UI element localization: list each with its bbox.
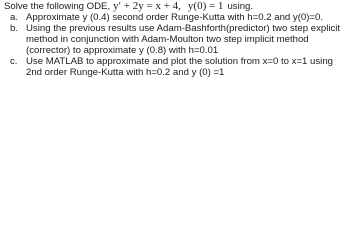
intro-lead: Solve the following ODE, xyxy=(4,1,111,12)
task-item-c xyxy=(4,56,350,78)
task-b-line-3: (corrector) to approximate y (0.8) with h=0.01 xyxy=(26,45,219,56)
task-marker-b: b. xyxy=(10,23,19,34)
task-marker-c: c. xyxy=(10,56,18,67)
problem-statement xyxy=(0,0,350,90)
task-c-line-1: Use MATLAB to approximate and plot the solution from x=0 to x=1 using xyxy=(26,56,333,67)
task-marker-a: a. xyxy=(10,12,19,23)
task-b-line-1: Using the previous results use Adam-Bashforth(predictor) two step explicit xyxy=(26,23,341,34)
task-c-line-2: 2nd order Runge-Kutta with h=0.2 and y (0) =1 xyxy=(26,67,225,78)
problem-intro xyxy=(4,1,350,12)
task-a-line-1: Approximate y (0.4) second order Runge-Kutta with h=0.2 and y(0)=0. xyxy=(26,12,324,23)
ode-equation xyxy=(113,0,223,12)
initial-condition: y(0) = 1 xyxy=(187,0,224,12)
ode-expression: y′ + 2y = x + 4, xyxy=(113,0,181,12)
task-item-a xyxy=(4,12,350,23)
task-b-line-2: method in conjunction with Adam-Moulton two step implicit method xyxy=(26,34,309,45)
task-list xyxy=(4,12,350,78)
task-item-b xyxy=(4,23,350,56)
intro-tail: using. xyxy=(227,1,254,12)
